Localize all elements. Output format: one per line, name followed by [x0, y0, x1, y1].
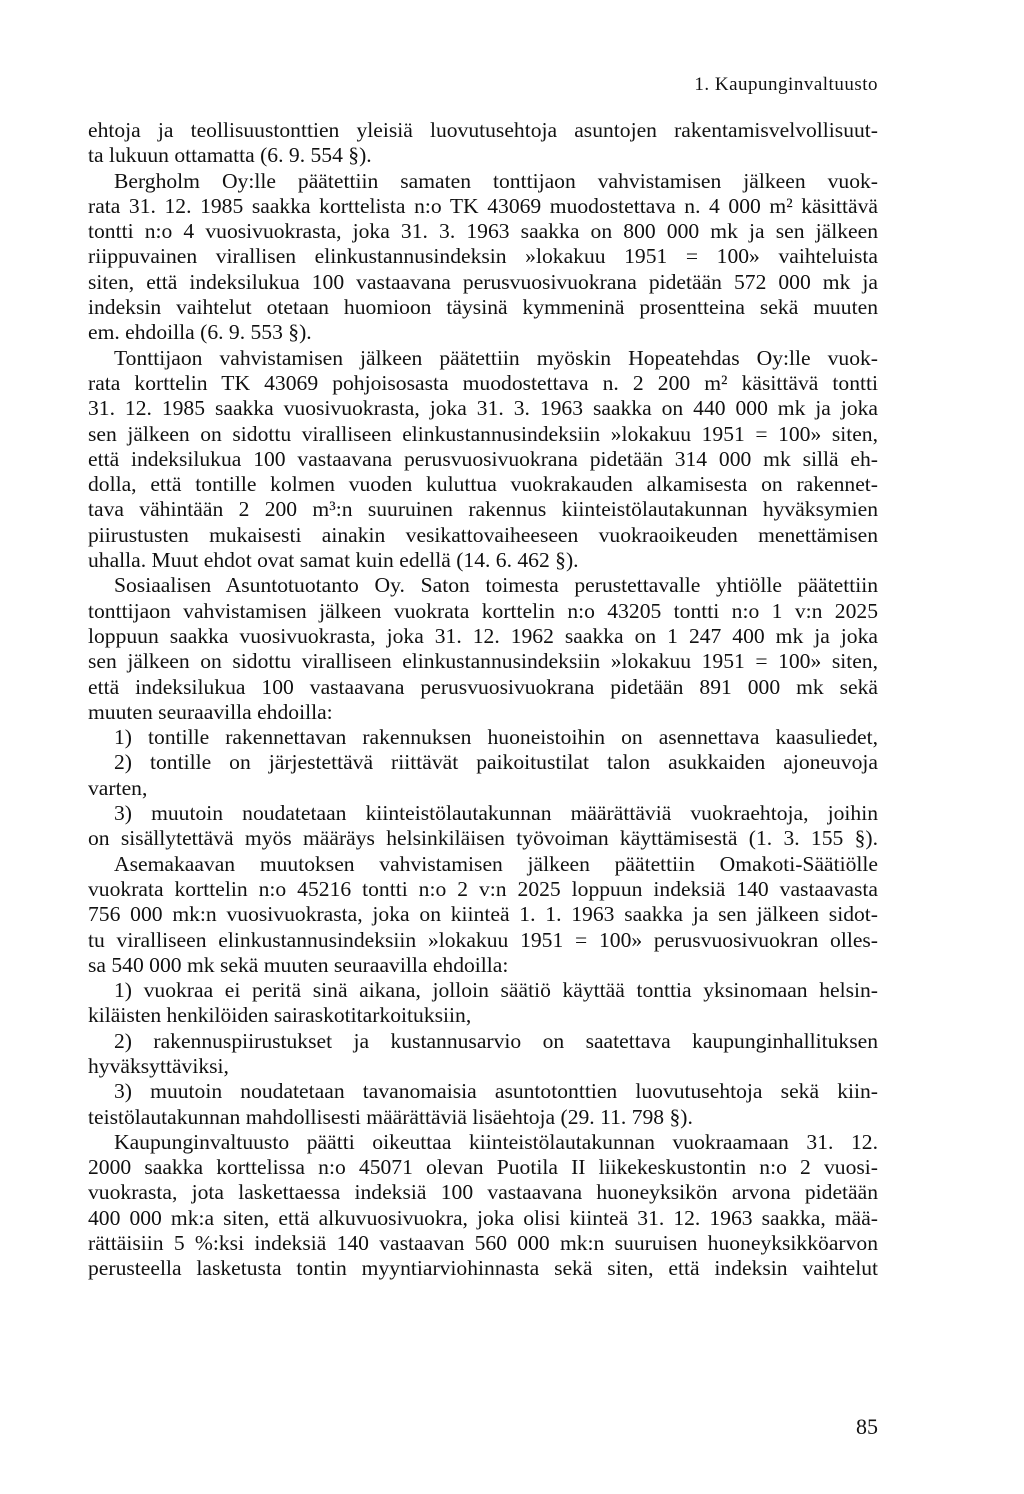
text-line: tonttijaon vahvistamisen jälkeen vuokrata korttelin n:o 43205 tontti n:o 1 v:n 2025 [88, 598, 878, 623]
body-text [88, 118, 878, 1282]
text-line: hyväksyttäviksi, [88, 1053, 229, 1078]
text-line: riippuvainen virallisen elinkustannusindeksin »lokakuu 1951 = 100» vaihteluista [88, 244, 878, 269]
text-line: loppuun saakka vuosivuokrasta, joka 31. 12. 1962 saakka on 1 247 400 mk ja joka [88, 623, 878, 648]
text-line: 1) tontille rakennettavan rakennuksen huoneistoihin on asennettava kaasuliedet, [114, 725, 878, 750]
text-line: indeksin vaihtelut otetaan huomioon täysinä kymmeninä prosentteina sekä muuten [88, 295, 878, 320]
text-line: tu viralliseen elinkustannusindeksiin »lokakuu 1951 = 100» perusvuosivuokran olles- [88, 927, 878, 952]
text-line: varten, [88, 775, 148, 800]
text-line: 2) rakennuspiirustukset ja kustannusarvio on saatettava kaupunginhallituksen [114, 1028, 878, 1053]
text-line: että indeksilukua 100 vastaavana perusvuosivuokrana pidetään 891 000 mk sekä [88, 674, 878, 699]
text-line: em. ehdoilla (6. 9. 553 §). [88, 320, 312, 345]
text-line: Asemakaavan muutoksen vahvistamisen jälkeen päätettiin Omakoti-Säätiölle [114, 851, 878, 876]
text-line: Tonttijaon vahvistamisen jälkeen päätettiin myöskin Hopeatehdas Oy:lle vuok- [114, 345, 878, 370]
text-line: 3) muutoin noudatetaan kiinteistölautakunnan määrättäviä vuokraehtoja, joihin [114, 801, 878, 826]
text-line: Bergholm Oy:lle päätettiin samaten tonttijaon vahvistamisen jälkeen vuok- [114, 168, 878, 193]
text-line: tava vähintään 2 200 m³:n suuruinen rakennus kiinteistölautakunnan hyväksymien [88, 497, 878, 522]
text-line: piirustusten mukaisesti ainakin vesikattovaiheeseen vuokraoikeuden menettämisen [88, 522, 878, 547]
text-line: 2) tontille on järjestettävä riittävät paikoitustilat talon asukkaiden ajoneuvoja [114, 750, 878, 775]
text-line: että indeksilukua 100 vastaavana perusvuosivuokrana pidetään 314 000 mk sillä eh- [88, 446, 878, 471]
text-line: Sosiaalisen Asuntotuotanto Oy. Saton toimesta perustettavalle yhtiölle päätettiin [114, 573, 878, 598]
text-line: 400 000 mk:a siten, että alkuvuosivuokra, joka olisi kiinteä 31. 12. 1963 saakka, mää- [88, 1205, 878, 1230]
text-line: 31. 12. 1985 saakka vuosivuokrasta, joka 31. 3. 1963 saakka on 440 000 mk ja joka [88, 396, 878, 421]
text-line: ehtoja ja teollisuustonttien yleisiä luovutusehtoja asuntojen rakentamisvelvollisuut- [88, 118, 878, 142]
text-line: 3) muutoin noudatetaan tavanomaisia asuntotonttien luovutusehtoja sekä kiin- [114, 1079, 878, 1104]
text-line: sen jälkeen on sidottu viralliseen elinkustannusindeksiin »lokakuu 1951 = 100» siten, [88, 421, 878, 446]
text-line: dolla, että tontille kolmen vuoden kuluttua vuokrakauden alkamisesta on rakennet- [88, 472, 878, 497]
text-line: vuokrasta, jota laskettaessa indeksiä 100 vastaavana huoneyksikön arvona pidetään [88, 1180, 878, 1205]
text-line: sen jälkeen on sidottu viralliseen elinkustannusindeksiin »lokakuu 1951 = 100» siten, [88, 649, 878, 674]
text-line: 1) vuokraa ei peritä sinä aikana, jolloin säätiö käyttää tonttia yksinomaan helsin- [114, 978, 878, 1003]
text-line: 756 000 mk:n vuosivuokrasta, joka on kiinteä 1. 1. 1963 saakka ja sen jälkeen sidot- [88, 902, 878, 927]
text-line: siten, että indeksilukua 100 vastaavana perusvuosivuokrana pidetään 572 000 mk ja [88, 269, 878, 294]
text-line: tontti n:o 4 vuosivuokrasta, joka 31. 3. 1963 saakka on 800 000 mk ja sen jälkeen [88, 219, 878, 244]
text-line: rata korttelin TK 43069 pohjoisosasta muodostettava n. 2 200 m² käsittävä tontti [88, 370, 878, 395]
text-line: teistölautakunnan mahdollisesti määrättäviä lisäehtoja (29. 11. 798 §). [88, 1104, 693, 1129]
text-line: 2000 saakka korttelissa n:o 45071 olevan Puotila II liikekeskustontin n:o 2 vuosi- [88, 1155, 878, 1180]
text-line: kiläisten henkilöiden sairaskotitarkoituksiin, [88, 1003, 472, 1028]
text-line: sa 540 000 mk sekä muuten seuraavilla ehdoilla: [88, 952, 509, 977]
page-number: 85 [856, 1414, 878, 1439]
text-line: uhalla. Muut ehdot ovat samat kuin edellä (14. 6. 462 §). [88, 548, 579, 573]
text-line: rättäisiin 5 %:ksi indeksiä 140 vastaavan 560 000 mk:n suuruisen huoneyksikköarvon [88, 1231, 878, 1256]
text-line: ta lukuun ottamatta (6. 9. 554 §). [88, 143, 372, 168]
text-line: rata 31. 12. 1985 saakka korttelista n:o TK 43069 muodostettava n. 4 000 m² käsittävä [88, 193, 878, 218]
text-line: perusteella lasketusta tontin myyntiarviohinnasta sekä siten, että indeksin vaihtelut [88, 1256, 878, 1281]
text-line: on sisällytettävä myös määräys helsinkiläisen työvoiman käyttämisestä (1. 3. 155 §). [88, 826, 878, 851]
running-head: 1. Kaupunginvaltuusto [694, 74, 878, 95]
text-line: muuten seuraavilla ehdoilla: [88, 699, 333, 724]
text-line: Kaupunginvaltuusto päätti oikeuttaa kiinteistölautakunnan vuokraamaan 31. 12. [114, 1129, 878, 1154]
text-line: vuokrata korttelin n:o 45216 tontti n:o 2 v:n 2025 loppuun indeksiä 140 vastaavasta [88, 876, 878, 901]
